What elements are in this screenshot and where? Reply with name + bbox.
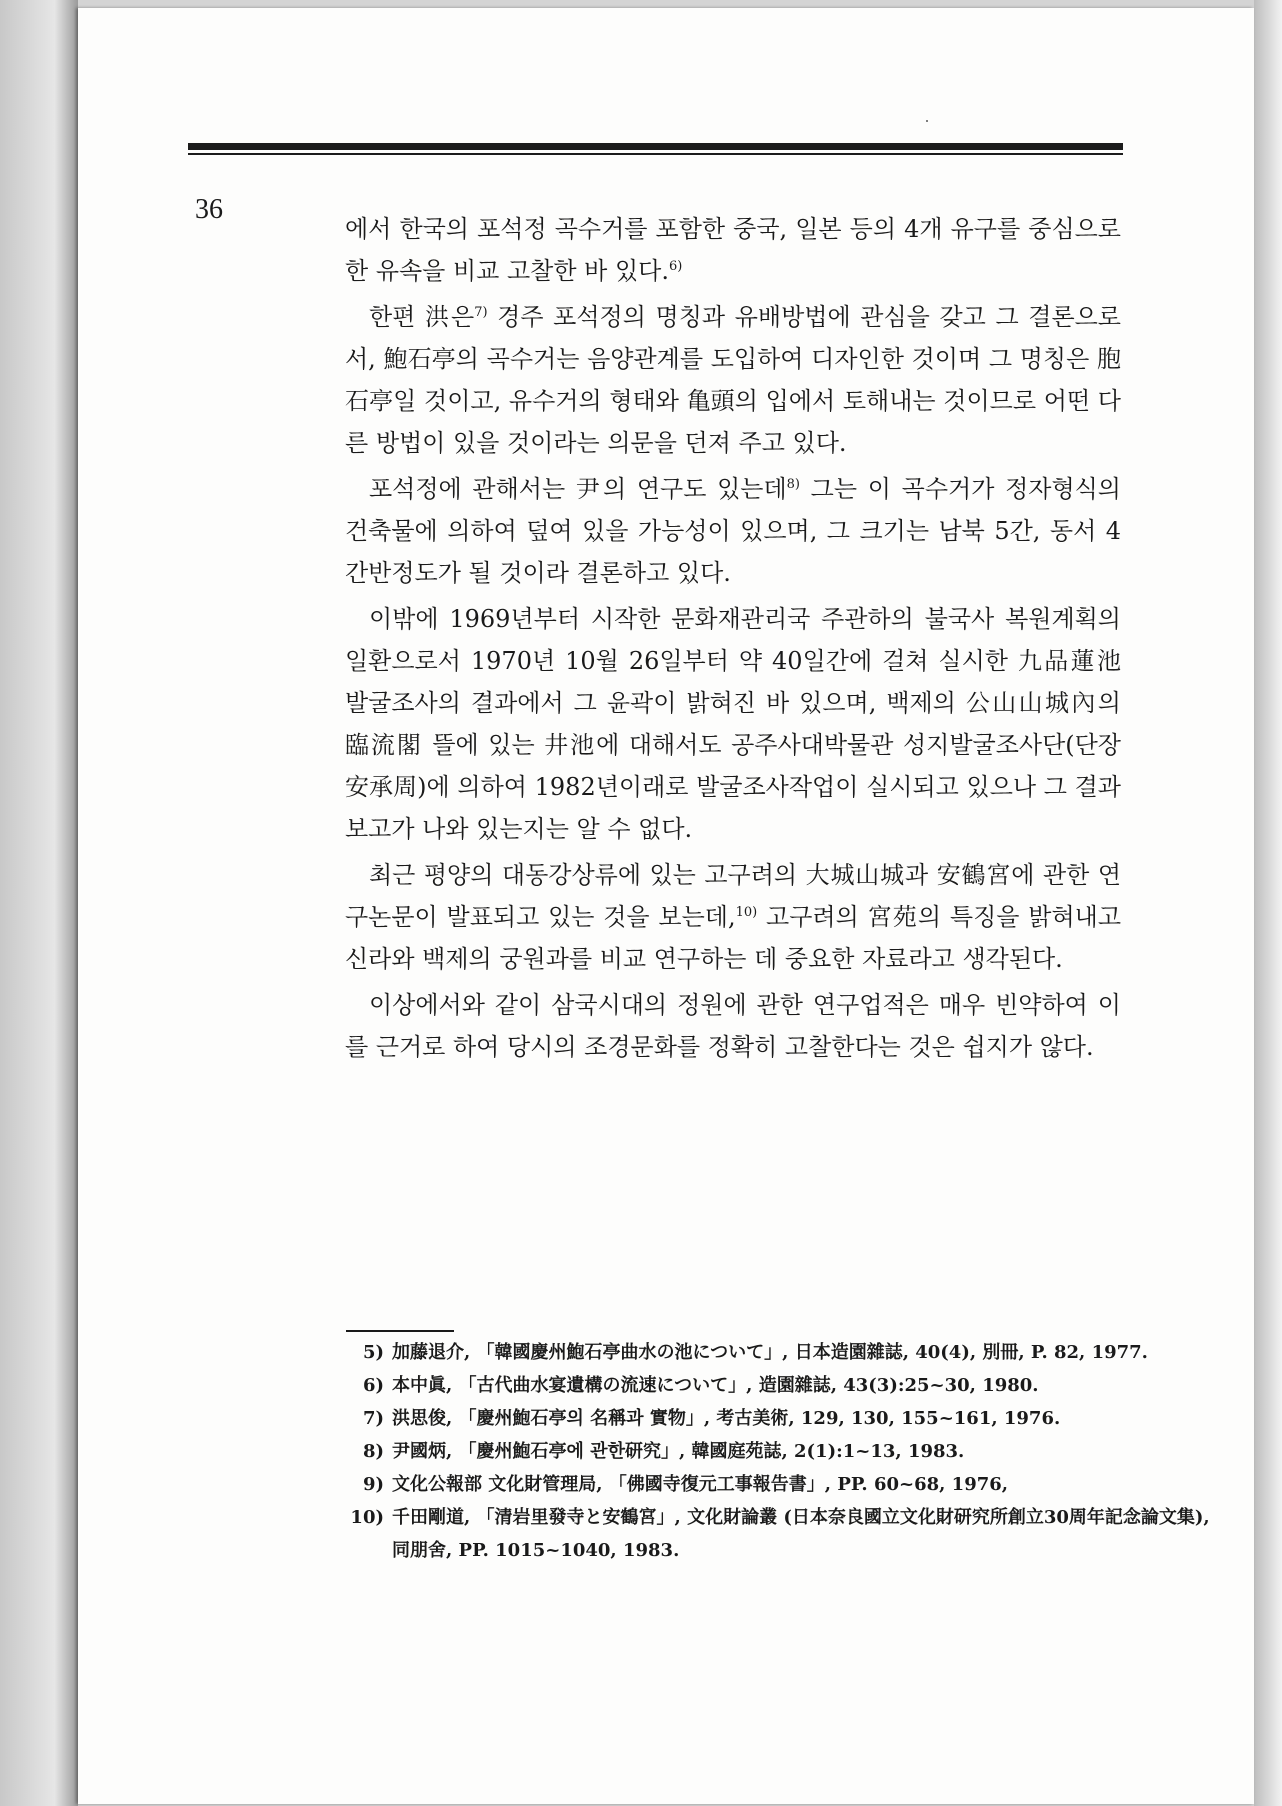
footnote-item [346, 1468, 1226, 1501]
footnote-item [346, 1435, 1226, 1468]
footnotes [346, 1336, 1226, 1567]
footnote-number: 9) [362, 1474, 384, 1495]
footnote-text: 洪思俊, 「慶州鮑石亭의 名稱과 實物」, 考古美術, 129, 130, 155~161, 1976. [392, 1408, 1061, 1429]
page-number: 36 [195, 194, 223, 225]
footnote-text: 文化公報部 文化財管理局, 「佛國寺復元工事報告書」, PP. 60~68, 1976, [392, 1474, 1009, 1495]
footnote-reference[interactable]: 8) [786, 477, 800, 492]
footnote-item [346, 1369, 1226, 1402]
paragraph-text: 경주 포석정의 명칭과 유배방법에 관심을 갖고 그 결론으로서, 鮑石亭의 곡수거는 음양관계를 도입하여 디자인한 것이며 그 명칭은 胞石亭일 것이고, 유수거의 형태와 亀頭의 입에서 토해내는 것이므로 어떤 다른 방법이 있을 것이라는 의문을 던져 주고 있다. [345, 303, 1121, 457]
footnote-number: 6) [362, 1375, 384, 1396]
scan-right-edge [1254, 0, 1282, 1806]
footnote-number: 10) [350, 1507, 384, 1528]
document-page [78, 8, 1254, 1804]
footnote-item [346, 1402, 1226, 1435]
footnote-reference[interactable]: 7) [474, 305, 488, 320]
body-paragraph [345, 598, 1121, 850]
paragraph-text: 한편 洪은 [369, 303, 475, 331]
header-rule-thick [188, 143, 1123, 150]
paragraph-text: 이밖에 1969년부터 시작한 문화재관리국 주관하의 불국사 복원계획의 일환으로서 1970년 10월 26일부터 약 40일간에 걸쳐 실시한 九品蓮池 발굴조사의 결과에서 그 윤곽이 밝혀진 바 있으며, 백제의 公山山城內의 臨流閣 뜰에 있는 井池에 대해서도 공주사대박물관 성지발굴조사단(단장 安承周)에 의하여 1982년이래로 발굴조사작업이 실시되고 있으나 그 결과보고가 나와 있는지는 알 수 없다. [345, 605, 1121, 843]
footnote-number: 7) [362, 1408, 384, 1429]
body-text [345, 208, 1121, 1072]
scan-left-edge [0, 0, 78, 1806]
footnote-reference[interactable]: 10) [735, 905, 758, 920]
body-paragraph [345, 468, 1121, 594]
footnote-number: 5) [362, 1342, 384, 1363]
footnote-text: 千田剛道, 「清岩里發寺と安鶴宮」, 文化財論叢 (日本奈良國立文化財研究所創立30周年記念論文集), 同朋舍, PP. 1015~1040, 1983. [392, 1507, 1210, 1561]
paragraph-text: 이상에서와 같이 삼국시대의 정원에 관한 연구업적은 매우 빈약하여 이를 근거로 하여 당시의 조경문화를 정확히 고찰한다는 것은 쉽지가 않다. [345, 991, 1121, 1061]
footnote-text: 尹國炳, 「慶州鮑石亭에 관한研究」, 韓國庭苑誌, 2(1):1~13, 1983. [392, 1441, 965, 1462]
footnote-text: 本中眞, 「古代曲水宴遺構の流速について」, 造園雜誌, 43(3):25~30, 1980. [392, 1375, 1039, 1396]
scan-speck [926, 120, 928, 122]
paragraph-text: 그는 이 곡수거가 정자형식의 건축물에 의하여 덮여 있을 가능성이 있으며, 그 크기는 남북 5간, 동서 4간반정도가 될 것이라 결론하고 있다. [345, 475, 1121, 587]
footnote-item [346, 1501, 1226, 1567]
body-paragraph [345, 984, 1121, 1068]
body-paragraph [345, 208, 1121, 292]
footnote-text: 加藤退介, 「韓國慶州鮑石亭曲水の池について」, 日本造園雜誌, 40(4), 別冊, P. 82, 1977. [392, 1342, 1148, 1363]
paragraph-text: 포석정에 관해서는 尹의 연구도 있는데 [369, 475, 787, 503]
header-rule-thin [188, 153, 1123, 155]
footnote-number: 8) [362, 1441, 384, 1462]
footnote-reference[interactable]: 6) [668, 259, 683, 274]
body-paragraph [345, 854, 1121, 980]
paragraph-text: 고구려의 宮苑의 특징을 밝혀내고 신라와 백제의 궁원과를 비교 연구하는 데 중요한 자료라고 생각된다. [345, 903, 1121, 973]
body-paragraph [345, 296, 1121, 464]
paragraph-text: 에서 한국의 포석정 곡수거를 포함한 중국, 일본 등의 4개 유구를 중심으로 한 유속을 비교 고찰한 바 있다. [345, 215, 1121, 285]
footnote-item [346, 1336, 1226, 1369]
paragraph-text: 최근 평양의 대동강상류에 있는 고구려의 大城山城과 安鶴宮에 관한 연구논문이 발표되고 있는 것을 보는데, [345, 861, 1121, 931]
footnote-rule [346, 1330, 454, 1332]
